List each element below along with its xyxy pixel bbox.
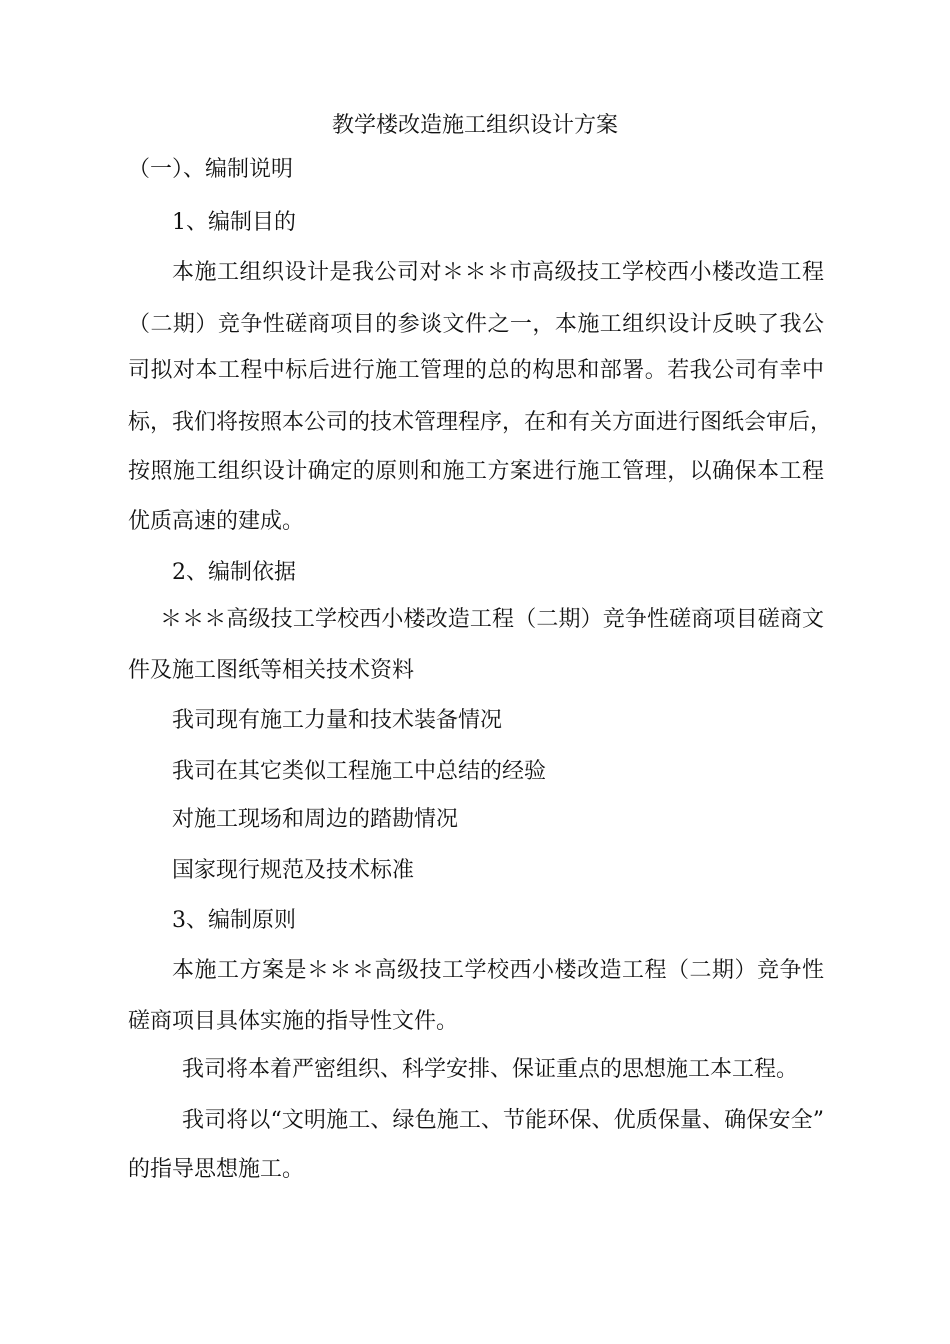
item1-paragraph-line: 本施工组织设计是我公司对＊＊＊市高级技工学校西小楼改造工程 <box>172 260 824 285</box>
item1-paragraph-line: 按照施工组织设计确定的原则和施工方案进行施工管理，以确保本工程 <box>128 459 824 484</box>
item1-heading: 1、编制目的 <box>172 210 296 235</box>
item1-paragraph-line: 优质高速的建成。 <box>128 509 305 534</box>
item3-paragraph-3-line: 我司将以“文明施工、绿色施工、节能环保、优质保量、确保安全” <box>182 1108 824 1133</box>
item2-list-item: 对施工现场和周边的踏勘情况 <box>172 807 459 832</box>
item3-paragraph-line: 磋商项目具体实施的指导性文件。 <box>128 1009 459 1034</box>
item2-list-item: 国家现行规范及技术标准 <box>172 858 415 883</box>
item3-paragraph-3-line: 的指导思想施工。 <box>128 1157 305 1182</box>
item1-paragraph-line: 标，我们将按照本公司的技术管理程序，在和有关方面进行图纸会审后， <box>128 410 833 435</box>
section-heading: （一）、编制说明 <box>128 157 294 182</box>
item2-heading: 2、编制依据 <box>172 560 296 585</box>
item3-paragraph-2: 我司将本着严密组织、科学安排、保证重点的思想施工本工程。 <box>182 1057 799 1082</box>
item3-paragraph-line: 本施工方案是＊＊＊高级技工学校西小楼改造工程（二期）竞争性 <box>172 958 824 983</box>
item2-basis-line: 件及施工图纸等相关技术资料 <box>128 658 415 683</box>
item3-heading: 3、编制原则 <box>172 908 296 933</box>
document-title: 教学楼改造施工组织设计方案 <box>331 113 618 138</box>
item2-list-item: 我司在其它类似工程施工中总结的经验 <box>172 759 547 784</box>
item1-paragraph-line: （二期）竞争性磋商项目的参谈文件之一，本施工组织设计反映了我公 <box>128 312 824 337</box>
item2-list-item: 我司现有施工力量和技术装备情况 <box>172 708 503 733</box>
item1-paragraph-line: 司拟对本工程中标后进行施工管理的总的构思和部署。若我公司有幸中 <box>128 358 824 383</box>
item2-basis-line: ＊＊＊高级技工学校西小楼改造工程（二期）竞争性磋商项目磋商文 <box>160 607 824 632</box>
